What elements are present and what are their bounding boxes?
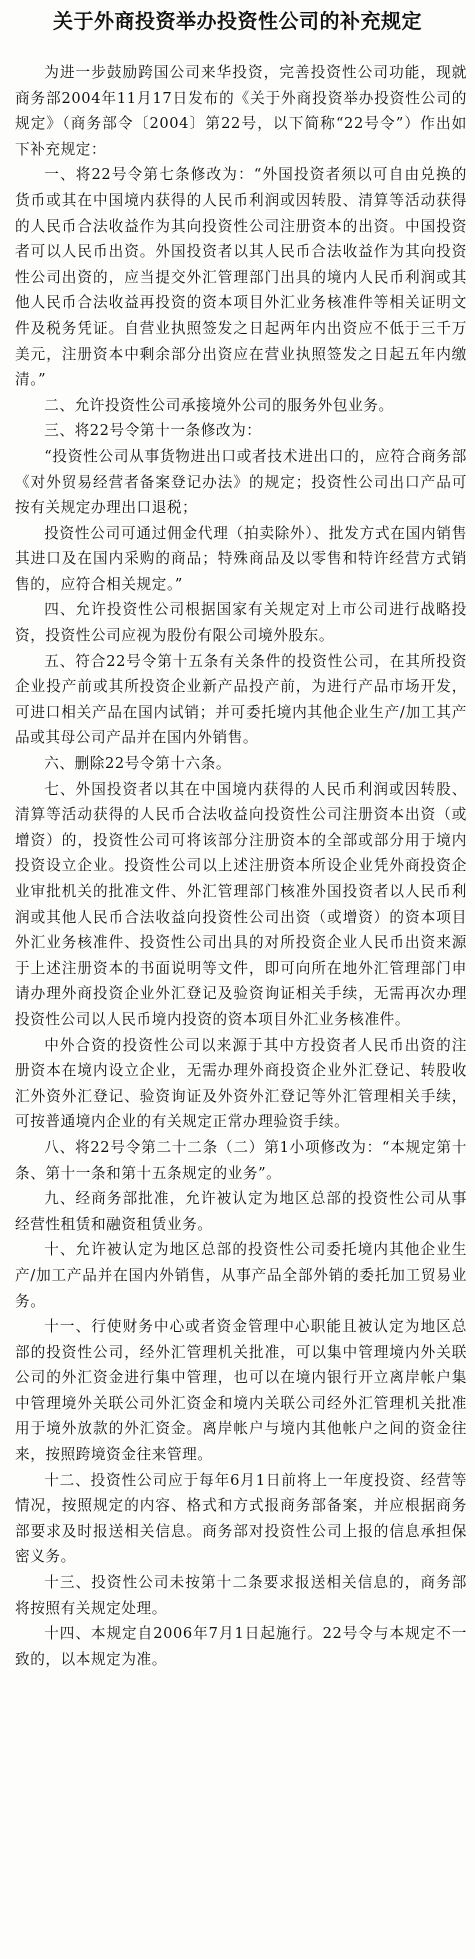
article-10-paragraph: 十、允许被认定为地区总部的投资性公司委托境内其他企业生产/加工产品并在国内外销售，从事产品全部外销的委托加工贸易业务。	[15, 1241, 467, 1310]
article-3-clause-1-paragraph: “投资性公司从事货物进出口或者技术进出口的，应符合商务部《对外贸易经营者备案登记办法》的规定；投资性公司出口产品可按有关规定办理出口退税；	[15, 447, 467, 517]
article-7-continuation-paragraph: 中外合资的投资性公司以来源于其中方投资者人民币出资的注册资本在境内设立企业，无需办理外商投资企业外汇登记、转股收汇外资外汇登记、验资询证及外资外汇登记等外汇管理相关手续，可按普通境内企业的有关规定正常办理验资手续。	[15, 1036, 467, 1131]
article-6-paragraph: 六、删除22号令第十六条。	[44, 755, 232, 773]
article-14-paragraph: 十四、本规定自2006年7月1日起施行。22号令与本规定不一致的，以本规定为准。	[15, 1625, 467, 1668]
article-3-clause-2-paragraph: 投资性公司可通过佣金代理（拍卖除外）、批发方式在国内销售其进口及在国内采购的商品；特殊商品及以零售和特许经营方式销售的，应符合相关规定。”	[15, 524, 467, 593]
intro-paragraph: 为进一步鼓励跨国公司来华投资，完善投资性公司功能，现就商务部2004年11月17日发布的《关于外商投资举办投资性公司的规定》（商务部令〔2004〕第22号，以下简称“22号令”）作出如下补充规定：	[15, 64, 467, 158]
document-title: 关于外商投资举办投资性公司的补充规定	[53, 9, 422, 33]
article-4-paragraph: 四、允许投资性公司根据国家有关规定对上市公司进行战略投资，投资性公司应视为股份有限公司境外股东。	[15, 601, 467, 645]
article-3-paragraph: 三、将22号令第十一条修改为：	[44, 422, 262, 440]
article-2-paragraph: 二、允许投资性公司承接境外公司的服务外包业务。	[44, 396, 394, 414]
article-1-paragraph: 一、将22号令第七条修改为：“外国投资者须以可自由兑换的货币或其在中国境内获得的人民币利润或因转股、清算等活动获得的人民币合法收益作为其向投资性公司注册资本的出资。中国投资者可以人民币出资。外国投资者以其人民币合法收益作为其向投资性公司出资的，应当提交外汇管理部门出具的境内人民币利润或其他人民币合法收益再投资的资本项目外汇业务核准件等相关证明文件及税务凭证。自营业执照签发之日起两年内出资应不低于三千万美元，注册资本中剩余部分出资应在营业执照签发之日起五年内缴清。”	[15, 166, 467, 389]
article-7-paragraph: 七、外国投资者以其在中国境内获得的人民币利润或因转股、清算等活动获得的人民币合法收益向投资性公司注册资本出资（或增资）的，投资性公司可将该部分注册资本的全部或部分用于境内投资设立企业。投资性公司以上述注册资本所设企业凭外商投资企业审批机关的批准文件、外汇管理部门核准外国投资者以人民币利润或其他人民币合法收益向投资性公司出资（或增资）的资本项目外汇业务核准件、投资性公司出具的对所投资企业人民币出资来源于上述注册资本的书面说明等文件，即可向所在地外汇管理部门申请办理外商投资企业外汇登记及验资询证相关手续，无需再次办理投资性公司以人民币境内投资的资本项目外汇业务核准件。	[15, 780, 467, 1028]
article-9-paragraph: 九、经商务部批准，允许被认定为地区总部的投资性公司从事经营性租赁和融资租赁业务。	[15, 1190, 467, 1233]
article-8-paragraph: 八、将22号令第二十二条（二）第1小项修改为：“本规定第十条、第十一条和第十五条规定的业务”。	[15, 1138, 467, 1182]
article-13-paragraph: 十三、投资性公司未按第十二条要求报送相关信息的，商务部将按照有关规定处理。	[15, 1574, 467, 1617]
document-body	[15, 60, 467, 1672]
article-5-paragraph: 五、符合22号令第十五条有关条件的投资性公司，在其所投资企业投产前或其所投资企业新产品投产前，为进行产品市场开发，可进口相关产品在国内试销；并可委托境内其他企业生产/加工其产品或其母公司产品并在国内外销售。	[15, 652, 467, 747]
article-12-paragraph: 十二、投资性公司应于每年6月1日前将上一年度投资、经营等情况，按照规定的内容、格式和方式报商务部备案，并应根据商务部要求及时报送相关信息。商务部对投资性公司上报的信息承担保密义务。	[15, 1471, 467, 1566]
article-11-paragraph: 十一、行使财务中心或者资金管理中心职能且被认定为地区总部的投资性公司，经外汇管理机关批准，可以集中管理境内外关联公司的外汇资金进行集中管理，也可以在境内银行开立离岸帐户集中管理境外关联公司外汇资金和境内关联公司经外汇管理机关批准用于境外放款的外汇资金。离岸帐户与境内其他帐户之间的资金往来，按照跨境资金往来管理。	[15, 1318, 467, 1464]
